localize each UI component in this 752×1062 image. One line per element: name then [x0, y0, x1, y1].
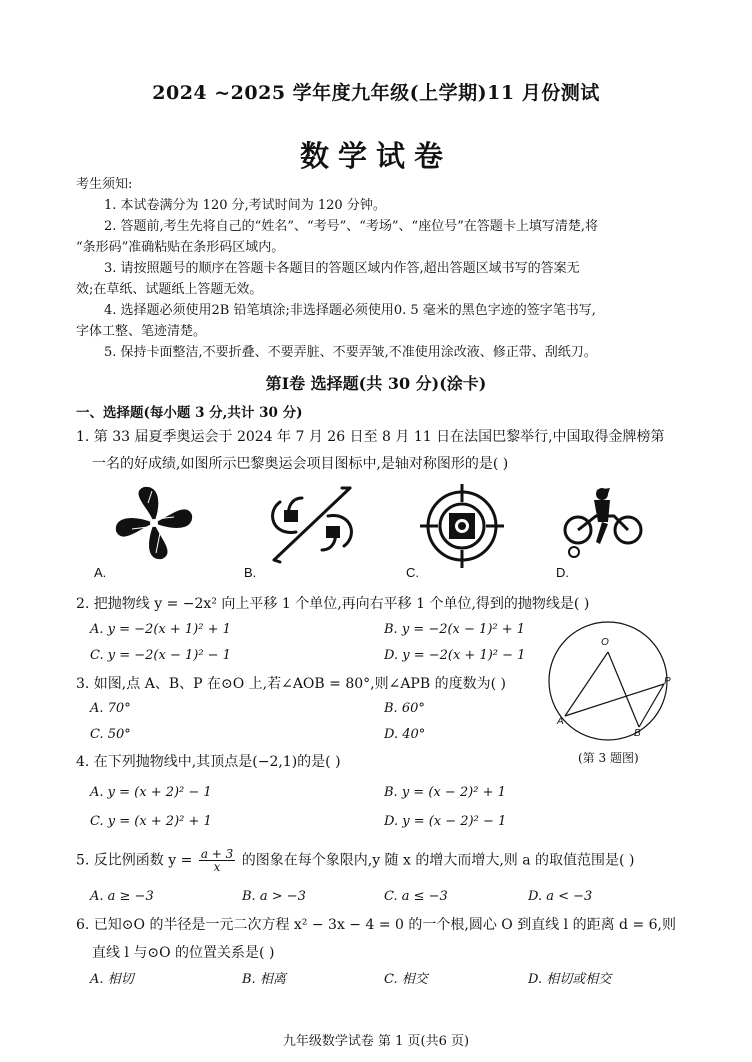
page-footer: 九年级数学试卷 第 1 页(共6 页) [282, 1034, 470, 1049]
q1-stem-line-1: 1. 第 33 届夏季奥运会于 2024 年 7 月 26 日至 8 月 11 日在法国巴黎举行,中国取得金牌榜第 [76, 429, 665, 445]
notice-heading: 考生须知: [76, 177, 133, 192]
q5-fraction [199, 848, 235, 873]
notice-line-7: 字体工整、笔迹清楚。 [76, 324, 207, 339]
q5-stem-pre: 5. 反比例函数 y = [76, 852, 193, 869]
q3-figure-caption: (第 3 题图) [578, 751, 639, 765]
q4-option-b: B. y = (x − 2)² + 1 [384, 785, 506, 800]
q5-fraction-denominator: x [213, 860, 221, 874]
q3-option-a: A. 70° [90, 701, 131, 716]
q6-option-b: B. 相离 [242, 972, 286, 987]
q1-option-b-label: B. [244, 565, 257, 580]
notice-line-5: 效;在草纸、试题纸上答题无效。 [76, 282, 263, 297]
pinwheel-icon [104, 483, 204, 563]
notice-line-6: 4. 选择题必须使用2B 铅笔填涂;非选择题必须使用0. 5 毫米的黑色字迹的签字笔书写, [104, 303, 596, 318]
exam-header-title: 2024 ~2025 学年度九年级(上学期)11 月份测试 [152, 82, 600, 104]
q1-option-d-label: D. [556, 565, 569, 580]
q3-option-d: D. 40° [384, 727, 426, 742]
q6-option-c: C. 相交 [384, 972, 428, 987]
section-title: 第Ⅰ卷 选择题(共 30 分)(涂卡) [265, 374, 487, 393]
q5-fraction-numerator: a + 3 [200, 847, 234, 861]
circle-o-figure [546, 618, 676, 744]
q4-option-a: A. y = (x + 2)² − 1 [90, 785, 212, 800]
q2-option-b: B. y = −2(x − 1)² + 1 [384, 622, 526, 637]
notice-line-3: “条形码”准确粘贴在条形码区域内。 [76, 240, 285, 255]
q5-option-d: D. a < −3 [528, 889, 593, 904]
q5-option-c: C. a ≤ −3 [384, 889, 448, 904]
q5-stem-post: 的图象在每个象限内,y 随 x 的增大而增大,则 a 的取值范围是( ) [241, 852, 635, 869]
q2-option-c: C. y = −2(x − 1)² − 1 [90, 648, 231, 663]
cyclist-icon [562, 486, 644, 558]
q1-stem-line-2: 一名的好成绩,如图所示巴黎奥运会项目图标中,是轴对称图形的是( ) [92, 456, 509, 472]
q6-stem-line-1: 6. 已知⊙O 的半径是一元二次方程 x² − 3x − 4 = 0 的一个根,圆心 O 到直线 l 的距离 d = 6,则 [76, 917, 676, 933]
q2-option-a: A. y = −2(x + 1)² + 1 [90, 622, 231, 637]
q1-option-c-label: C. [406, 565, 419, 580]
q4-stem: 4. 在下列抛物线中,其顶点是(−2,1)的是( ) [76, 754, 341, 770]
notice-line-1: 1. 本试卷满分为 120 分,考试时间为 120 分钟。 [104, 198, 386, 213]
segment-pa [565, 684, 664, 716]
notice-line-4: 3. 请按照题号的顺序在答题卡各题目的答题区域内作答,超出答题区域书写的答案无 [104, 261, 580, 276]
point-b-label: B [634, 728, 641, 739]
q6-option-d: D. 相切或相交 [528, 972, 612, 987]
notice-line-2: 2. 答题前,考生先将自己的“姓名”、“考号”、“考场”、“座位号”在答题卡上填写清楚,将 [104, 219, 598, 234]
segment-oa [565, 652, 608, 716]
q3-option-c: C. 50° [90, 727, 131, 742]
fencing-swords-icon [262, 484, 362, 564]
q4-option-d: D. y = (x − 2)² − 1 [384, 814, 507, 829]
q5-option-b: B. a > −3 [242, 889, 306, 904]
segment-ob [608, 652, 639, 727]
q1-option-a-label: A. [94, 565, 107, 580]
q6-stem-line-2: 直线 l 与⊙O 的位置关系是( ) [92, 945, 275, 961]
part-title: 一、选择题(每小题 3 分,共计 30 分) [76, 405, 303, 421]
q4-option-c: C. y = (x + 2)² + 1 [90, 814, 212, 829]
point-p-label: P [664, 676, 671, 687]
q3-option-b: B. 60° [384, 701, 425, 716]
q5-stem [76, 848, 634, 873]
q2-option-d: D. y = −2(x + 1)² − 1 [384, 648, 526, 663]
point-o-label: O [601, 637, 609, 648]
q2-stem: 2. 把抛物线 y = −2x² 向上平移 1 个单位,再向右平移 1 个单位,得到的抛物线是( ) [76, 596, 590, 612]
q3-stem: 3. 如图,点 A、B、P 在⊙O 上,若∠AOB = 80°,则∠APB 的度数为( ) [76, 676, 506, 692]
exam-subject-title: 数学试卷 [299, 139, 452, 173]
target-icon [420, 484, 504, 568]
point-a-label: A [557, 716, 564, 727]
q6-option-a: A. 相切 [90, 972, 134, 987]
notice-line-8: 5. 保持卡面整洁,不要折叠、不要弄脏、不要弄皱,不准使用涂改液、修正带、刮纸刀。 [104, 345, 597, 360]
q5-option-a: A. a ≥ −3 [90, 889, 154, 904]
